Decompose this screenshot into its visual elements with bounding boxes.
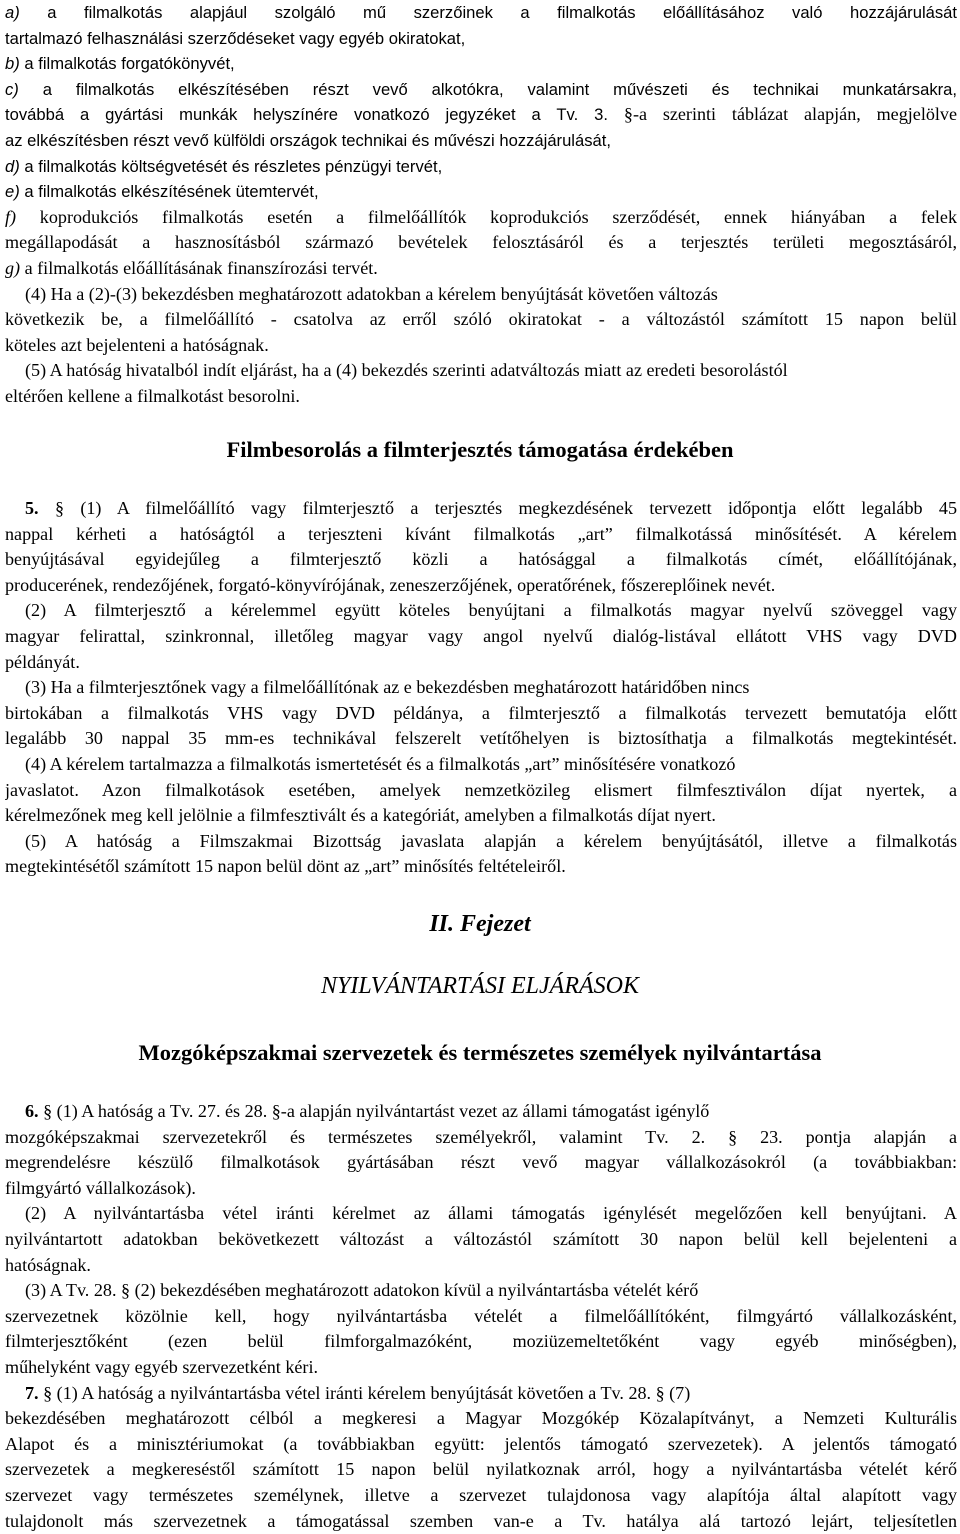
text-line: [5, 573, 957, 599]
text-line: [5, 1355, 957, 1381]
text-run: kérelmezőnek meg kell jelölnie a filmfesztivált és a kategóriát, amelyben a filmalkotás díjat nyert.: [5, 805, 716, 825]
text-line: [5, 1227, 957, 1253]
text-line: [5, 496, 957, 522]
text-run: a filmalkotás elkészítésében részt vevő alkotókra, valamint művészeti és technikai munkatársakra,: [19, 80, 957, 99]
chapter-number: II. Fejezet: [0, 911, 960, 938]
text-line: [5, 1457, 957, 1483]
text-line: [5, 675, 957, 701]
text-run: nyilvántartott adatokban bekövetkezett változást a változástól számított 30 napon belül kell bejelenteni a: [5, 1229, 957, 1249]
text-run: (5) A hatóság hivatalból indít eljárást, ha a (4) bekezdés szerinti adatváltozás miatt az eredeti besorolástól: [25, 360, 788, 380]
text-run: műhelyként vagy egyéb szervezetként kéri.: [5, 1357, 318, 1377]
text-line: [5, 650, 957, 676]
text-run: legalább 30 nappal 35 mm-es technikával felszerelt vetítőhelyen is biztosíthatja a filmalkotás megtekintését.: [5, 728, 957, 748]
text-run: § (1) A filmelőállító vagy filmterjesztő a terjesztés megkezdésének tervezett időpontja előtt legalább 45: [39, 498, 957, 518]
text-run: szervezetnek közölnie kell, hogy nyilvántartásba vételét a filmelőállítóként, filmgyártó vállalkozásként,: [5, 1306, 957, 1326]
text-line: [5, 522, 957, 548]
text-run: 6.: [25, 1101, 39, 1121]
text-run: koprodukciós filmalkotás esetén a filmelőállítók koprodukciós szerződését, ennek hiányában a felek: [16, 207, 957, 227]
text-run: továbbá a gyártási munkák helyszínére vonatkozó jegyzéket a Tv. 3.: [5, 105, 624, 124]
text-run: (2) A nyilvántartásba vétel iránti kérelmet az állami támogatás igénylését megelőzően kell benyújtani. A: [25, 1203, 957, 1223]
text-line: [5, 0, 957, 26]
text-line: [5, 1176, 957, 1202]
text-run: filmgyártó vállalkozások).: [5, 1178, 196, 1198]
text-run: 5.: [25, 498, 39, 518]
text-run: bekezdésében meghatározott célból a megkeresi a Magyar Mozgókép Közalapítványt, a Nemzeti Kulturális: [5, 1408, 957, 1428]
text-run: a filmalkotás elkészítésének ütemtervét,: [20, 182, 319, 201]
text-run: javaslatot. Azon filmalkotások esetében, amelyek nemzetközileg elismert filmfesztiválon díjat nyertek, a: [5, 780, 957, 800]
text-run: (4) A kérelem tartalmazza a filmalkotás ismertetését és a filmalkotás „art” minősítésére vonatkozó: [25, 754, 735, 774]
text-block-section5: [5, 496, 957, 880]
text-line: [5, 256, 957, 282]
text-run: f): [5, 207, 16, 227]
text-run: megtekintésétől számított 15 napon belül dönt az „art” minősítés feltételeiről.: [5, 856, 566, 876]
text-run: c): [5, 80, 19, 99]
text-line: [5, 1099, 957, 1125]
text-run: (2) A filmterjesztő a kérelemmel együtt köteles benyújtani a filmalkotás magyar nyelvű szöveggel vagy: [25, 600, 957, 620]
text-run: birtokában a filmalkotás VHS vagy DVD példánya, a filmterjesztő a filmalkotás tervezett bemutatója előtt: [5, 703, 957, 723]
text-line: [5, 803, 957, 829]
text-line: [5, 1381, 957, 1407]
text-line: [5, 1432, 957, 1458]
text-run: (5) A hatóság a Filmszakmai Bizottság javaslata alapján a kérelem benyújtásától, illetve a filmalkotás: [25, 831, 957, 851]
text-line: [5, 282, 957, 308]
chapter-title: NYILVÁNTARTÁSI ELJÁRÁSOK: [0, 973, 960, 1000]
text-run: hatóságnak.: [5, 1255, 91, 1275]
text-line: [5, 77, 957, 103]
text-line: [5, 854, 957, 880]
text-run: § (1) A hatóság a Tv. 27. és 28. §-a alapján nyilvántartást vezet az állami támogatást igénylő: [39, 1101, 710, 1121]
text-run: tartalmazó felhasználási szerződéseket vagy egyéb okiratokat,: [5, 29, 465, 48]
text-line: [5, 102, 957, 128]
text-line: [5, 358, 957, 384]
text-run: a filmalkotás forgatókönyvét,: [20, 54, 235, 73]
text-run: filmterjesztőként (ezen belül filmforgalmazóként, moziüzemeltetőként vagy egyéb minőségben),: [5, 1331, 957, 1351]
text-line: [5, 726, 957, 752]
text-line: [5, 179, 957, 205]
text-line: [5, 752, 957, 778]
text-block-section4: [5, 0, 957, 410]
text-run: tulajdonolt más szervezetnek a támogatással szemben van-e a Tv. hatálya alá tartozó lejárt, teljesítetlen: [5, 1511, 957, 1531]
text-run: szervezet vagy természetes személynek, illetve a szervezet tulajdonosa vagy alapítója által alapított vagy: [5, 1485, 957, 1505]
text-line: [5, 205, 957, 231]
text-run: magyar felirattal, szinkronnal, illetőleg magyar vagy angol nyelvű dialóg-listával ellátott VHS vagy DVD: [5, 626, 957, 646]
text-line: [5, 1150, 957, 1176]
section-heading-filmbesorolas: Filmbesorolás a filmterjesztés támogatása érdekében: [0, 437, 960, 463]
text-line: [5, 1201, 957, 1227]
text-run: megállapodását a hasznosításból származó bevételek felosztásáról és a terjesztés területi megosztásáról,: [5, 232, 957, 252]
text-block-sections6-7: [5, 1099, 957, 1534]
text-run: producerének, rendezőjének, forgató-könyvírójának, zeneszerzőjének, operatőrének, főszereplőinek nevét.: [5, 575, 775, 595]
text-run: nappal kérheti a hatóságtól a terjeszteni kívánt filmalkotás „art” filmalkotássá minősítését. A kérelem: [5, 524, 957, 544]
text-line: [5, 1278, 957, 1304]
text-run: szervezetek a megkereséstől számított 15 napon belül nyilatkoznak arról, hogy a nyilvántartásba vételét kérő: [5, 1459, 957, 1479]
text-run: § (1) A hatóság a nyilvántartásba vétel iránti kérelem benyújtását követően a Tv. 28. § (7): [39, 1383, 691, 1403]
text-run: Alapot és a minisztériumokat (a továbbiakban együtt: jelentős támogató szervezetek). A jelentős támogató: [5, 1434, 957, 1454]
text-line: [5, 1125, 957, 1151]
text-run: 7.: [25, 1383, 39, 1403]
text-line: [5, 128, 957, 154]
text-line: [5, 1304, 957, 1330]
text-line: [5, 1329, 957, 1355]
text-run: d): [5, 157, 20, 176]
text-run: az elkészítésben részt vevő külföldi országok technikai és művészi hozzájárulását,: [5, 131, 611, 150]
text-line: [5, 154, 957, 180]
text-run: b): [5, 54, 20, 73]
text-run: a filmalkotás költségvetését és részletes pénzügyi tervét,: [20, 157, 442, 176]
text-line: [5, 778, 957, 804]
text-line: [5, 598, 957, 624]
text-line: [5, 1509, 957, 1534]
text-line: [5, 701, 957, 727]
text-run: eltérően kellene a filmalkotást besorolni.: [5, 386, 300, 406]
text-run: a filmalkotás alapjául szolgáló mű szerzőinek a filmalkotás előállításához való hozzájárulását: [20, 3, 957, 22]
text-line: [5, 307, 957, 333]
text-run: (4) Ha a (2)-(3) bekezdésben meghatározott adatokban a kérelem benyújtását követően változás: [25, 284, 718, 304]
text-line: [5, 547, 957, 573]
text-line: [5, 333, 957, 359]
text-run: benyújtásával egyidejűleg a filmterjesztő közli a hatósággal a filmalkotás címét, előállítójának,: [5, 549, 957, 569]
text-run: a): [5, 3, 20, 22]
text-line: [5, 26, 957, 52]
text-run: köteles azt bejelenteni a hatóságnak.: [5, 335, 269, 355]
text-run: (3) Ha a filmterjesztőnek vagy a filmelőállítónak az e bekezdésben meghatározott határidőben nincs: [25, 677, 749, 697]
text-line: [5, 1406, 957, 1432]
text-line: [5, 51, 957, 77]
text-line: [5, 829, 957, 855]
text-run: a filmalkotás előállításának finanszírozási tervét.: [20, 258, 378, 278]
text-run: e): [5, 182, 20, 201]
text-line: [5, 1483, 957, 1509]
text-run: (3) A Tv. 28. § (2) bekezdésében meghatározott adatokon kívül a nyilvántartásba vételét kérő: [25, 1280, 698, 1300]
text-run: következik be, a filmelőállító - csatolva az erről szóló okiratokat - a változástól számított 15 napon belül: [5, 309, 957, 329]
text-run: g): [5, 258, 20, 278]
text-line: [5, 1253, 957, 1279]
text-line: [5, 230, 957, 256]
text-run: megrendelésre készülő filmalkotások gyártásában részt vevő magyar vállalkozásokról (a továbbiakban:: [5, 1152, 957, 1172]
section-heading-nyilvantartas: Mozgóképszakmai szervezetek és természetes személyek nyilvántartása: [0, 1040, 960, 1066]
text-line: [5, 384, 957, 410]
text-run: mozgóképszakmai szervezetekről és természetes személyekről, valamint Tv. 2. § 23. pontja alapján a: [5, 1127, 957, 1147]
text-run: példányát.: [5, 652, 80, 672]
text-line: [5, 624, 957, 650]
text-run: §-a szerinti táblázat alapján, megjelölve: [624, 104, 957, 124]
